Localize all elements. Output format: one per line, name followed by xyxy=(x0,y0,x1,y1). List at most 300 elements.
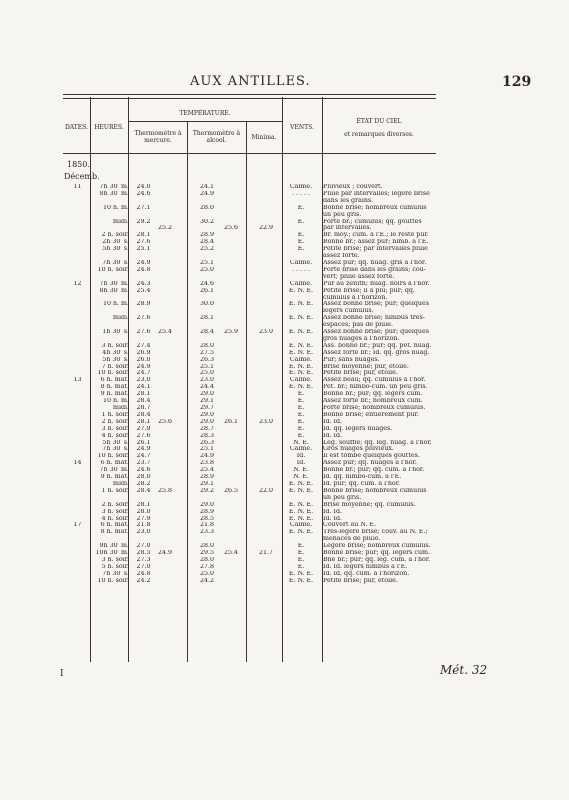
table-row xyxy=(63,239,434,246)
row-wind xyxy=(280,274,322,281)
row-mercury: 24.9 xyxy=(136,446,151,453)
row-hour: 4 h. soir. xyxy=(101,515,129,522)
row-alcohol-mean: 25.6 xyxy=(224,225,239,232)
row-mercury xyxy=(130,198,157,205)
row-wind: E. xyxy=(297,239,305,246)
row-date xyxy=(63,557,92,564)
row-minima xyxy=(252,446,280,453)
row-minima xyxy=(252,433,280,440)
row-hour: 9h 30′ m. xyxy=(99,543,129,550)
row-alcohol xyxy=(191,336,223,343)
row-alcohol-mean xyxy=(223,322,252,329)
row-minima xyxy=(252,336,280,343)
row-alcohol: 24.9 xyxy=(199,190,215,197)
row-alcohol: 27.5 xyxy=(199,349,215,356)
row-alcohol-mean xyxy=(223,239,252,246)
row-sky: Id. qq. légers nuages. xyxy=(323,425,393,432)
row-mercury-mean xyxy=(157,481,191,488)
row-mercury: 27.0 xyxy=(136,563,151,570)
row-date xyxy=(63,370,92,377)
row-mercury-mean xyxy=(157,288,191,295)
row-hour xyxy=(92,274,130,281)
row-mercury-mean xyxy=(157,274,191,281)
row-wind: E. xyxy=(297,204,305,211)
row-alcohol xyxy=(191,495,223,502)
row-date xyxy=(63,481,92,488)
row-sky: Petite brise; il a plu; pur; qq. xyxy=(323,287,415,294)
row-date xyxy=(63,509,92,516)
row-alcohol-mean: 26.1 xyxy=(224,418,239,425)
row-alcohol-mean xyxy=(223,370,252,377)
row-sky: Pluvieux ; couvert. xyxy=(323,184,383,190)
row-sky: Bonne brise; pur; qq. légers cum. xyxy=(323,550,430,557)
row-wind: E. N. E. xyxy=(288,487,314,494)
col-header-heures: HEURES. xyxy=(94,124,124,131)
row-alcohol-mean xyxy=(223,460,252,467)
row-alcohol: 30.0 xyxy=(199,301,215,308)
row-sky: Pur; sans nuages. xyxy=(323,356,380,363)
row-wind: E. N. E. xyxy=(288,363,314,370)
row-mercury: 23.7 xyxy=(136,460,151,467)
row-alcohol: 23.3 xyxy=(199,529,215,536)
row-sky: un peu gris. xyxy=(323,494,362,501)
row-minima xyxy=(252,543,280,550)
row-alcohol-mean xyxy=(223,336,252,343)
row-alcohol: 28.4 xyxy=(199,239,215,246)
row-alcohol-mean xyxy=(223,288,252,295)
row-mercury: 28.9 xyxy=(136,301,151,308)
row-minima xyxy=(252,315,280,322)
row-mercury: 24.9 xyxy=(136,259,151,266)
row-alcohol-mean xyxy=(223,384,252,391)
row-sky: Br. moy.; cum. à l'E.; le reste pur. xyxy=(323,232,429,239)
row-date xyxy=(63,239,92,246)
row-date xyxy=(63,357,92,364)
col-header-therm-mercure: Thermomètre à mercure. xyxy=(134,130,182,144)
row-alcohol-mean xyxy=(223,343,252,350)
row-mercury xyxy=(130,308,157,315)
row-mercury: 28.1 xyxy=(136,232,151,239)
row-sky: Petite brise; pur, étoilé. xyxy=(323,577,398,584)
row-alcohol-mean xyxy=(223,440,252,447)
row-alcohol-mean xyxy=(223,522,252,529)
row-alcohol: 29.0 xyxy=(199,418,215,425)
row-minima xyxy=(252,260,280,267)
row-date xyxy=(63,198,92,205)
row-alcohol: 24.1 xyxy=(199,184,215,190)
row-minima xyxy=(252,184,280,191)
row-date xyxy=(63,578,92,585)
row-alcohol-mean xyxy=(223,398,252,405)
row-minima xyxy=(252,529,280,536)
table-row xyxy=(63,564,434,571)
row-wind: E. N. E. xyxy=(288,570,314,577)
row-alcohol: 28.5 xyxy=(199,515,215,522)
row-mercury xyxy=(130,536,157,543)
row-wind: Calme. xyxy=(289,522,313,529)
row-date xyxy=(63,295,92,302)
row-alcohol: 24.2 xyxy=(199,577,215,584)
row-alcohol xyxy=(191,322,223,329)
row-wind: E. xyxy=(297,391,305,398)
row-wind: E. xyxy=(297,246,305,253)
row-sky: Id. Id. qq. cum. à l'horizon. xyxy=(323,570,410,577)
row-mercury-mean xyxy=(157,205,191,212)
row-alcohol: 28.1 xyxy=(199,315,215,322)
row-sky: un peu gris. xyxy=(323,211,362,218)
row-alcohol xyxy=(191,253,223,260)
table-row xyxy=(63,571,434,578)
row-hour: 10 h. m. xyxy=(102,301,129,308)
row-minima xyxy=(252,495,280,502)
row-mercury: 27.6 xyxy=(136,239,151,246)
row-mercury: 27.6 xyxy=(136,432,151,439)
row-date xyxy=(63,564,92,571)
row-alcohol-mean xyxy=(223,578,252,585)
row-alcohol-mean xyxy=(223,474,252,481)
row-hour: 10 h. m. xyxy=(102,204,129,211)
row-sky: Id. Id. xyxy=(323,508,343,515)
row-hour xyxy=(92,495,130,502)
row-alcohol-mean xyxy=(223,315,252,322)
row-alcohol: 25.2 xyxy=(199,246,215,253)
row-date xyxy=(63,391,92,398)
row-alcohol xyxy=(191,536,223,543)
row-minima: 22.0 xyxy=(258,487,274,494)
row-alcohol-mean xyxy=(223,433,252,440)
table-row xyxy=(63,446,434,453)
row-minima xyxy=(252,212,280,219)
row-minima xyxy=(252,502,280,509)
row-date xyxy=(63,336,92,343)
row-date xyxy=(63,350,92,357)
table-row xyxy=(63,419,434,426)
row-sky: Lég. souffle; qq. lég. nuag. à l'hor. xyxy=(323,439,432,446)
table-row xyxy=(63,308,434,315)
row-wind xyxy=(280,536,322,543)
row-minima: 23.0 xyxy=(258,418,274,425)
table-row xyxy=(63,281,434,288)
row-alcohol-mean xyxy=(223,281,252,288)
row-hour: 10 h. soir. xyxy=(97,577,129,584)
row-wind: Id. xyxy=(296,453,306,460)
table-row xyxy=(63,550,434,557)
page-number: 129 xyxy=(502,74,532,90)
table-row xyxy=(63,426,434,433)
row-alcohol: 28.3 xyxy=(199,432,215,439)
row-hour: midi. xyxy=(112,480,129,487)
row-mercury-mean xyxy=(157,350,191,357)
row-mercury: 27.9 xyxy=(136,515,151,522)
row-mercury xyxy=(130,225,157,232)
row-mercury: 26.0 xyxy=(136,356,151,363)
row-date xyxy=(63,446,92,453)
row-minima xyxy=(252,364,280,371)
row-wind: E. xyxy=(297,218,305,225)
row-alcohol-mean xyxy=(223,446,252,453)
row-date xyxy=(63,495,92,502)
row-minima xyxy=(252,536,280,543)
row-mercury-mean xyxy=(157,253,191,260)
row-wind: Calme. xyxy=(289,356,313,363)
row-hour: 2h 30′ s. xyxy=(102,239,129,246)
row-wind xyxy=(280,495,322,502)
row-alcohol-mean xyxy=(223,253,252,260)
row-alcohol: 24.4 xyxy=(199,384,215,391)
row-mercury xyxy=(130,322,157,329)
row-hour xyxy=(92,225,130,232)
row-hour: 3 h. soir. xyxy=(101,556,129,563)
row-wind: Calme. xyxy=(289,184,313,190)
row-mercury: 23.0 xyxy=(136,529,151,536)
row-minima xyxy=(252,377,280,384)
row-wind: E. xyxy=(297,418,305,425)
row-wind: E. xyxy=(297,556,305,563)
row-mercury xyxy=(130,274,157,281)
row-alcohol-mean xyxy=(223,502,252,509)
row-hour: 1 h. soir. xyxy=(101,487,129,494)
row-minima xyxy=(252,509,280,516)
row-mercury-mean xyxy=(157,343,191,350)
row-alcohol: 25.4 xyxy=(199,467,215,474)
row-sky: espacés; pas de pluie. xyxy=(323,322,393,329)
row-wind: E. N. E. xyxy=(288,370,314,377)
row-alcohol: 28.9 xyxy=(199,508,215,515)
row-mercury: 25.1 xyxy=(136,246,151,253)
temp-subheader-rule xyxy=(128,121,282,122)
row-hour: 10h 30′ m. xyxy=(95,550,129,557)
row-wind: E. xyxy=(297,425,305,432)
row-mercury-mean xyxy=(157,557,191,564)
row-mercury-mean xyxy=(157,529,191,536)
row-minima xyxy=(252,516,280,523)
row-mercury: 24.6 xyxy=(136,467,151,474)
table-row xyxy=(63,198,434,205)
row-mercury: 24.2 xyxy=(136,577,151,584)
row-date: 17 xyxy=(73,522,82,529)
row-alcohol-mean xyxy=(223,467,252,474)
row-wind: Calme. xyxy=(289,377,313,384)
row-sky: dans les grains. xyxy=(323,197,374,204)
row-date xyxy=(63,474,92,481)
row-mercury-mean xyxy=(157,453,191,460)
row-hour xyxy=(92,212,130,219)
row-minima xyxy=(252,467,280,474)
row-date xyxy=(63,329,92,336)
row-alcohol xyxy=(191,308,223,315)
row-mercury: 26.9 xyxy=(136,349,151,356)
row-wind xyxy=(280,336,322,343)
row-sky: Bonne br.; pur; qq. légers cum. xyxy=(323,391,423,398)
row-minima xyxy=(252,405,280,412)
table-row xyxy=(63,522,434,529)
row-mercury: 28.4 xyxy=(136,398,151,405)
table-row xyxy=(63,184,434,191)
row-hour: 8 h. mat. xyxy=(100,384,129,391)
row-sky: cumulus à l'horizon. xyxy=(323,294,388,301)
row-mercury: 27.6 xyxy=(136,329,151,336)
row-mercury-mean xyxy=(157,543,191,550)
row-date xyxy=(63,343,92,350)
row-date xyxy=(63,453,92,460)
row-wind: E. xyxy=(297,432,305,439)
row-sky: Assez beau; qq. cumulus à l'hor. xyxy=(323,377,426,384)
row-date xyxy=(63,253,92,260)
table-row xyxy=(63,460,434,467)
row-wind: E. N. E. xyxy=(288,329,314,336)
row-mercury: 27.4 xyxy=(136,342,151,349)
row-alcohol: 28.7 xyxy=(199,425,215,432)
row-wind: E. N. E. xyxy=(288,315,314,322)
row-date xyxy=(63,219,92,226)
row-mercury-mean xyxy=(157,232,191,239)
row-minima xyxy=(252,426,280,433)
row-mercury-mean xyxy=(157,474,191,481)
row-minima xyxy=(252,288,280,295)
row-sky: Pet. br.; nimbo-cum. un peu gris. xyxy=(323,384,428,391)
table-row xyxy=(63,502,434,509)
table-row xyxy=(63,412,434,419)
row-mercury: 28.1 xyxy=(136,501,151,508)
row-minima xyxy=(252,253,280,260)
row-date xyxy=(63,267,92,274)
table-row xyxy=(63,529,434,536)
row-date xyxy=(63,384,92,391)
row-sky: par intervalles. xyxy=(323,225,372,232)
row-minima xyxy=(252,308,280,315)
row-alcohol-mean xyxy=(223,205,252,212)
row-alcohol-mean xyxy=(223,377,252,384)
row-mercury-mean xyxy=(157,516,191,523)
row-mercury-mean xyxy=(157,426,191,433)
row-mercury: 27.3 xyxy=(136,556,151,563)
row-mercury-mean xyxy=(157,370,191,377)
row-mercury-mean xyxy=(157,467,191,474)
row-mercury: 24.7 xyxy=(136,370,151,377)
row-hour xyxy=(92,253,130,260)
table-row xyxy=(63,336,434,343)
row-mercury: 24.6 xyxy=(136,190,151,197)
row-minima xyxy=(252,412,280,419)
row-mercury: 28.4 xyxy=(136,487,151,494)
col-header-temperature: TEMPÉRATURE. xyxy=(179,110,231,117)
row-mercury-mean: 24.9 xyxy=(158,550,173,557)
row-alcohol: 25.1 xyxy=(199,446,215,453)
table-row xyxy=(63,329,434,336)
row-alcohol: 29.7 xyxy=(199,405,215,411)
row-sky: Id. Id. xyxy=(323,515,343,522)
table-row xyxy=(63,467,434,474)
table-row xyxy=(63,225,434,232)
row-alcohol-mean xyxy=(223,516,252,523)
row-mercury: 28.2 xyxy=(136,480,151,487)
row-wind: E. xyxy=(297,232,305,239)
row-alcohol: 26.1 xyxy=(199,287,215,294)
row-mercury-mean xyxy=(157,522,191,529)
row-minima xyxy=(252,571,280,578)
col-header-vents: VENTS. xyxy=(290,124,314,131)
row-date xyxy=(63,364,92,371)
row-minima xyxy=(252,232,280,239)
row-mercury xyxy=(130,212,157,219)
row-alcohol-mean xyxy=(223,543,252,550)
row-mercury: 24.0 xyxy=(136,184,151,190)
row-alcohol: 29.0 xyxy=(199,391,215,398)
row-mercury: 24.8 xyxy=(136,266,151,273)
row-sky: Bonne br.; pur; qq. cum. à l'hor. xyxy=(323,467,425,474)
table-row xyxy=(63,315,434,322)
row-alcohol xyxy=(191,198,223,205)
row-hour: 3 h. soir. xyxy=(101,342,129,349)
table-row xyxy=(63,301,434,308)
row-date xyxy=(63,322,92,329)
row-wind: E. N. E. xyxy=(288,501,314,508)
row-date: 14 xyxy=(73,460,82,467)
row-mercury-mean xyxy=(157,364,191,371)
row-mercury: 27.0 xyxy=(136,543,151,550)
row-mercury-mean xyxy=(157,391,191,398)
row-mercury: 27.1 xyxy=(136,204,151,211)
row-date xyxy=(63,440,92,447)
row-sky: Brise moyenne; qq. cumulus. xyxy=(323,501,416,508)
row-sky: Pluie par intervalles; légère brise xyxy=(323,190,430,197)
row-minima xyxy=(252,564,280,571)
row-hour: 7h 30′ m. xyxy=(99,184,129,190)
table-row xyxy=(63,453,434,460)
table-row xyxy=(63,377,434,384)
row-mercury-mean xyxy=(157,198,191,205)
row-alcohol: 23.0 xyxy=(199,377,215,384)
row-sky: Bonne brise; entièrement pur. xyxy=(323,411,419,418)
row-date xyxy=(63,212,92,219)
table-row xyxy=(63,488,434,495)
row-sky: Bonne brise; nombreux cumulus xyxy=(323,487,427,494)
table-row xyxy=(63,191,434,198)
row-alcohol-mean xyxy=(223,219,252,226)
row-wind xyxy=(280,198,322,205)
row-sky: assez forte. xyxy=(323,253,360,260)
row-mercury-mean xyxy=(157,191,191,198)
row-sky: Assez forte br.; nombreux cum. xyxy=(323,398,423,405)
row-mercury: 25.4 xyxy=(136,287,151,294)
row-minima xyxy=(252,350,280,357)
row-hour: 9 h. mat. xyxy=(100,474,129,481)
table-row xyxy=(63,405,434,412)
row-hour: 3 h. soir. xyxy=(101,425,129,432)
row-wind xyxy=(280,253,322,260)
row-mercury xyxy=(130,336,157,343)
row-mercury-mean xyxy=(157,212,191,219)
row-alcohol: 28.9 xyxy=(199,232,215,239)
row-sky: Très-légère brise; couv. au N. E.; xyxy=(323,529,428,536)
row-sky: Bne br.; pur; qq. lég. cum. à l'hor. xyxy=(323,556,431,563)
row-alcohol-mean xyxy=(223,426,252,433)
row-hour: 2 h. soir. xyxy=(101,232,129,239)
row-hour: 8h 30′ m. xyxy=(99,287,129,294)
row-hour: 5 h. soir. xyxy=(101,563,129,570)
row-wind: Calme. xyxy=(289,280,313,287)
row-mercury-mean: 25.8 xyxy=(158,487,173,494)
row-hour: 2 h. soir. xyxy=(101,418,129,425)
row-mercury: 24.3 xyxy=(136,280,151,287)
table-row xyxy=(63,370,434,377)
col-header-minima: Minima. xyxy=(251,134,277,141)
row-mercury xyxy=(130,295,157,302)
row-sky: Bonne brise; nombreux cumulus xyxy=(323,204,427,211)
row-mercury-mean xyxy=(157,502,191,509)
row-mercury-mean xyxy=(157,495,191,502)
row-date xyxy=(63,205,92,212)
